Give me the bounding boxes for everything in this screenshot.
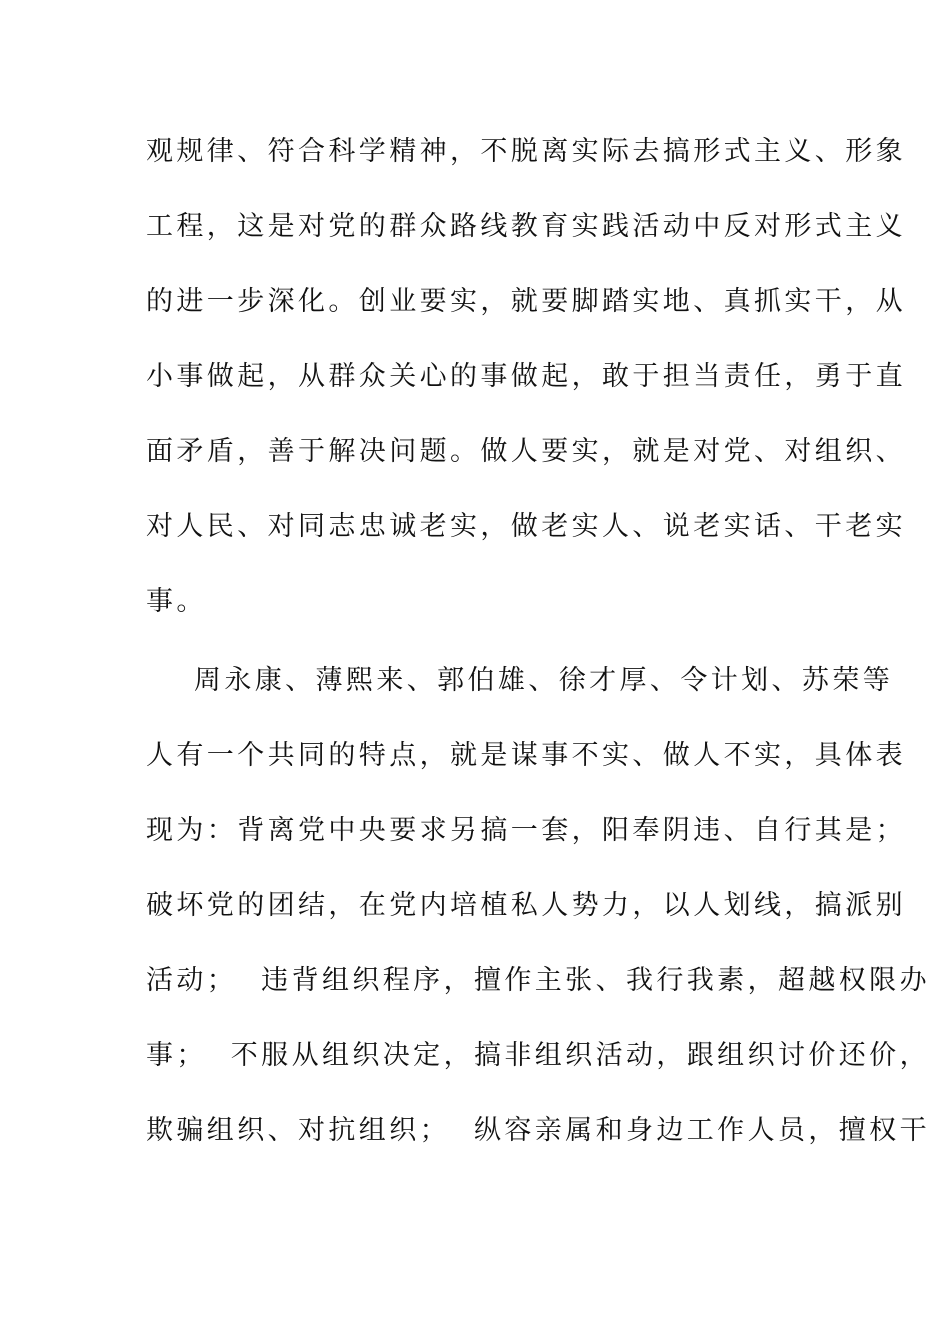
text-line: 欺骗组织、对抗组织； 纵容亲属和身边工作人员，擅权干 bbox=[146, 1115, 930, 1146]
text-line: 对人民、对同志忠诚老实，做老实人、说老实话、干老实 bbox=[146, 511, 906, 542]
text-line: 人有一个共同的特点，就是谋事不实、做人不实，具体表 bbox=[146, 740, 906, 771]
text-line: 破坏党的团结，在党内培植私人势力，以人划线，搞派别 bbox=[146, 890, 906, 921]
text-line: 工程，这是对党的群众路线教育实践活动中反对形式主义 bbox=[146, 211, 906, 242]
text-line: 现为：背离党中央要求另搞一套，阳奉阴违、自行其是； bbox=[146, 815, 906, 846]
text-line: 事。 bbox=[146, 586, 207, 617]
text-line: 面矛盾，善于解决问题。做人要实，就是对党、对组织、 bbox=[146, 436, 906, 467]
text-line: 的进一步深化。创业要实，就要脚踏实地、真抓实干，从 bbox=[146, 286, 906, 317]
text-line: 事； 不服从组织决定，搞非组织活动，跟组织讨价还价， bbox=[146, 1040, 930, 1071]
text-line: 活动； 违背组织程序，擅作主张、我行我素，超越权限办 bbox=[146, 965, 930, 996]
text-line: 周永康、薄熙来、郭伯雄、徐才厚、令计划、苏荣等 bbox=[146, 665, 894, 696]
text-line: 观规律、符合科学精神，不脱离实际去搞形式主义、形象 bbox=[146, 136, 906, 167]
text-line: 小事做起，从群众关心的事做起，敢于担当责任，勇于直 bbox=[146, 361, 906, 392]
